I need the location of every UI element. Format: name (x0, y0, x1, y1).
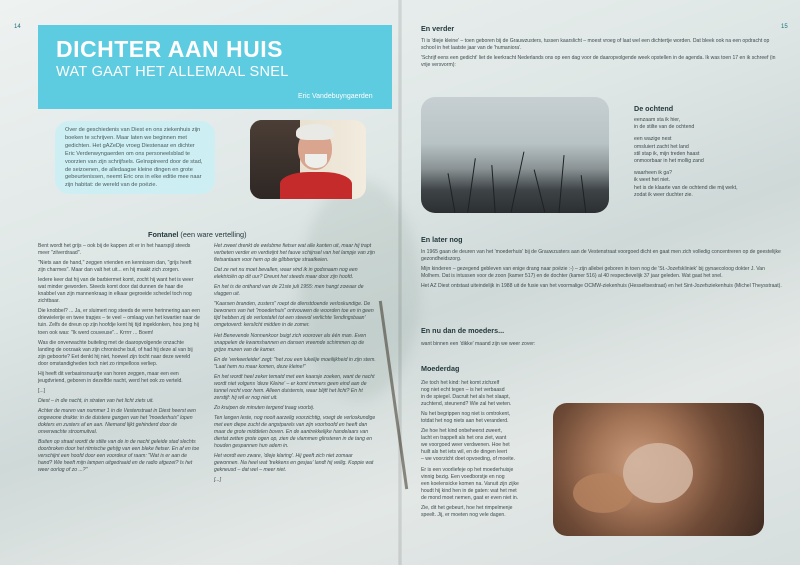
poem-line: zuchtend, steunend? Wie zal het weten. (421, 401, 512, 408)
poem-line: Zie hoe het kind onbeheerst zweert, (421, 428, 502, 435)
paragraph: Het zweet drenkt de ewlubme fietser wat alle kanten uit, maar hij trapt verbeten verder en verdwijnt het fauve schijnsel van het lampje van zijn fietsantaam voor hem op de glibberige straatkeien. (214, 243, 375, 264)
paragraph: Hij heeft dit verbasinsnuurtje van horen zeggen, maar een een jeugdvriend, geboren in dezelfde nacht, werd het ook zo verteld. (38, 370, 183, 384)
spine (398, 0, 402, 565)
paragraph: Het AZ Diest ontstaat uiteindelijk in 1988 uit de fusie van het voormalige OCMW-ziekenhuis (Hesseltsestraat) en het Sint-Jozefsziekenhuis (Michel Theysstraat). (421, 283, 782, 289)
paragraph: Die knobbel? ... Ja, er sluimert nog steeds de verre herinnering aan een driewielerije en twee trapjes – te veel – omlaag van het kwartier naar de tuin. Zelfs de dreun op zijn hoofdje kent hij tijd ingeklonken, hou jong hij toen ook was: "Ik werd couveuse"... Krrrrr ... Boem! (38, 308, 200, 336)
poem-line: in de stilte van de ochtend (634, 124, 695, 131)
paragraph: Buiten op straat wordt de stilte van de in de nacht geleide stad slechts doorbroken door het ritmische gehijg van een bleke fietser. En af en toe verschijnt een hoofd door een voordeur of raam: "Wat is er aan de hand? Wie heeft mijn lampen uitgedraaid en de radio afgezet? Is het weer oorlog of zo ...?" (38, 439, 200, 474)
poem-line: – we voorzicht doet opvoeding, of moeite. (421, 456, 516, 463)
poem-line: zodat ik weer duchter zie. (634, 191, 693, 198)
paragraph: En het wordt heel zeker tematd met een kaarsje zoeken, want de nacht wordt niet volgens 'deze Kleine' – er komt immers geen eind aan de tunnel recht voor hem. Alleen duisternis, waar blijft het licht? En ht zerstijf: hij wil er nog niet uit. (214, 373, 375, 401)
de-ochtend-poem (634, 117, 784, 199)
poem-line: het is de klaarte van de ochtend die mij wekt, (634, 184, 738, 191)
author-byline: Eric Vandebuyngaerden (298, 93, 373, 100)
paragraph: Het wordt een zware, 'dieje klaring'. Hij geeft zich niet zomaar gewonnen. Na heel wat 'trekkens en gesjau' landt hij veilig. Koppie wat gekneusd – dat wel – meer niet. (214, 453, 374, 474)
poem-line: totdat het nog niets aan het veranderd. (421, 418, 509, 425)
poem-line: eenzaam sta ik hier, (634, 117, 681, 123)
author-photo (250, 120, 366, 199)
paragraph: Achter de muren van nummer 1 in de Vestenstraat in Diest heerst een ongewone drukte: in de duistere gangen van het "moederhuis" lopen dokters en zusters af en aan. Niemand lijkt gehinderd door de onverwachte stroomuitval. (38, 407, 196, 436)
poem-line: een wazige nest (634, 136, 672, 143)
moederdag-poem (421, 380, 539, 519)
fontanel-column-1 (38, 243, 200, 477)
poem-line: we voorgoed weer verdwenen. Hoe het (421, 442, 510, 449)
intro-box: Over de geschiedenis van Diest en ons ziekenhuis zijn boeken te schrijven. Maar laten we beginnen met gedichten. Het gAZeDje vroeg Diestenaar en dichter Eric Verdenwyngaerden om ons personeelsblad te voorzien van zijn schrijfsels. Geïnspireerd door de stad, de seizoenen, de alledaagse kleine dingen en grote gebeurtenissen, neemt Eric ons in elke editie mee naar zijn habitat: de wereld van de poëzie. (55, 121, 215, 194)
poem-line: Nu het begrippen nog niet is omtrokent, (421, 411, 511, 418)
paragraph: En het is de onthand van de 21ste juli 1955: men hangt zowaar de vlaggen uit. (214, 284, 364, 298)
en-nu-heading: En nu dan de moeders... (421, 326, 505, 335)
poem-line: waarheen ik ga? (634, 170, 673, 177)
grass-photo (421, 97, 609, 213)
paragraph: "Kaarsen branden, zusters" roept de dienstdoende verloskundige. De bewoners van het "moederhuis" ontvouwen de woorden toe en in geen tijd hebben zij de verlostafel tot een steevol verlichte 'lendingsbaan' omgetoverd: kerslicht midden in de zomer. (214, 301, 374, 329)
poem-line: de mond moet nemen, gaat er even niet in. (421, 494, 519, 501)
baby-photo (553, 403, 764, 536)
paragraph: In 1965 gaan de deuren van het 'moederhuis' bij de Grauwzusters aan de Vestenstraat voorgoed dicht en gaat men zich volledig concentreren op de geestelijke gezondheidszorg. (421, 249, 781, 262)
poem-line: een koelensicke komen na. Vanuit zijn zijke (421, 480, 519, 487)
en-verder-text (421, 38, 781, 72)
poem-line: omsluiert zacht het land (634, 143, 689, 150)
paragraph: [...] (38, 387, 46, 394)
paragraph: Ten langen leste, nog nooit aarzelig voorzichtig, voegt de verloskundige met een diepe zucht de angstparels van zijn voorhoofd en heeft dan maar de grote middelen boven. En de aantrekkelijke handelaars van diertat zetten grote ogen op, zien de vlammen glinsteren in de tang en houden gespannen hun adem in. (214, 414, 376, 450)
poem-line: houdt hij kind hen in de gaten: wat het met (421, 487, 517, 494)
en-later-heading: En later nog (421, 235, 463, 244)
poem-line: huilt als het iets wil, en de dingen leert (421, 449, 508, 456)
paragraph: [...] (214, 477, 222, 484)
paragraph: Bent wordt het grijs – ook bij de kappen zit er in het haarspijl steeds meer "zilverdraad". (38, 243, 191, 257)
poem-line: Zie toch het kind: het komt zichzelf (421, 380, 500, 386)
paragraph: Iedere keer dat hij van de barbiermet komt, zocht hij want het is weer wat minder geworden. Steeds komt door dat dunnen de haar die knabbel van zijn mannenkraag in elkaar gegroeide schedel toch nog zichtbaar. (38, 277, 194, 305)
paragraph: Diest – in die nacht, in straten van het licht ziets uit. (38, 397, 154, 404)
poem-line: vinnig bezig. Een voedborstje en nog (421, 473, 505, 480)
en-nu-text: want binnen een 'dikke' maand zijn we weer zover: (421, 341, 536, 347)
paragraph: Zo kruipen de minuten tergend traag voorbij. (214, 404, 315, 411)
paragraph: 'Schrijf eens een gedicht' liet de leerkracht Nederlands ons op een dag voor de daaropvolgende week opstellen in de agenda. Ik was toen 17 en ik schreef (in vrije versvorm): (421, 55, 776, 68)
moederdag-heading: Moederdag (421, 364, 460, 373)
poem-line: lacht en trappelt als het ons ziet, want (421, 435, 507, 442)
en-verder-heading: En verder (421, 24, 455, 33)
paragraph: Dat ze net nu moet bevallen, waar vind ik in godsnaam nog een elektriciën op dit uur? Dreunt het steeds maar door zijn hoofd. (214, 267, 358, 281)
poem-line: speelt. Jij, er moeten nog vele dagen. (421, 511, 506, 518)
poem-line: Zie, dit het gebeurt, hoe het rimpelmenje (421, 504, 513, 511)
page-title: DICHTER AAN HUIS (56, 36, 283, 62)
en-later-text (421, 249, 783, 293)
page-number-left: 14 (14, 24, 21, 30)
poem-line: nog niet echt tegen – is het verbaasd (421, 387, 505, 394)
de-ochtend-heading: De ochtend (634, 104, 674, 113)
paragraph: "Niets aan de hand," zeggen vrienden en kennissen dan, "grijs heeft zijn charmes". Maar dan valt het uit... en hij maakt zich zorgen. (38, 260, 192, 274)
fontanel-column-2 (214, 243, 376, 487)
page-subtitle: WAT GAAT HET ALLEMAAL SNEL (56, 64, 289, 80)
paragraph: Was die onverwachte buiteling met de daaropvolgende onzachte landing de oorzaak van zijn chronische buil, of had hij deze al van bij zijn geboorte? Eet denkt hij niet, hoewel zijn tocht naar deze wereld door omstandigheden toch niet zo rimpelloos verliep. (38, 339, 193, 367)
poem-line: ik weet het niet. (634, 177, 671, 184)
poem-line: stil stap ik, mijn treden haast (634, 150, 700, 157)
poem-line: onmoorbaar in het mollig zand (634, 158, 704, 165)
page-number-right: 15 (781, 24, 788, 30)
paragraph: Ti is 'dieje kleine' – toen geboren bij de Grauwzusters, tussen kaarslicht – moest vroeg of laat wel een dichtertje worden. Dat bleek ook na een opdracht op school in het laatste jaar van de 'humaniora'. (421, 38, 770, 51)
poem-line: Er is een voorliefeje op het moederhuisje (421, 466, 514, 473)
fontanel-heading: Fontanel (een ware vertelling) (148, 230, 247, 239)
poem-line: in de spiegel. Dacruit het als het slaapt, (421, 394, 510, 401)
paragraph: Mijn kinderen – gezegend gebleven van enige drang naar poëzie :-) – zijn allebei geboren in toen nog de 'St.-Jozefskliniek' bij gynaecoloog dokter J. Van Molhem. Dat is intussen voor de zoon (kamer 517) en de dochter (kamer 516) al 40 respectievelijk 37 jaar geleden. Wat gaat het snel. (421, 266, 765, 279)
paragraph: En de 'verkeerleider' zegt: "het zou een lukelije moeilijkheid in zijn stem. "Laat hem nu maar komen, deze kleine!" (214, 356, 376, 370)
paragraph: Het Benevende Nonnenkoor buigt zich voorover als één man. Even snappelen de kwamshannen en dansen vreemde schimmen op de grijze muren van de kamer. (214, 332, 367, 353)
